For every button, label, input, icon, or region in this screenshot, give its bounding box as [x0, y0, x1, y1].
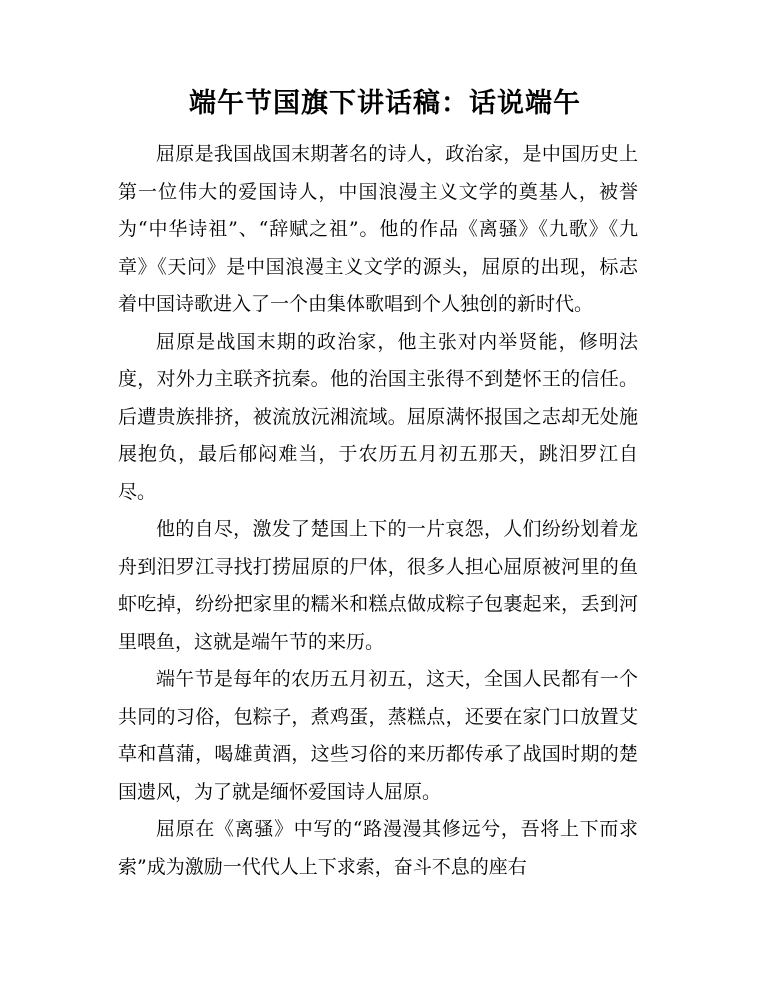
paragraph: 端午节是每年的农历五月初五，这天，全国人民都有一个共同的习俗，包粽子，煮鸡蛋，蒸糕点，还要在家门口放置艾草和菖蒲，喝雄黄酒，这些习俗的来历都传承了战国时期的楚国遗风，为了就是缅怀爱国诗人屈原。 — [118, 668, 638, 803]
paragraph: 屈原是战国末期的政治家，他主张对内举贤能，修明法度，对外力主联齐抗秦。他的治国主张得不到楚怀王的信任。后遭贵族排挤，被流放沅湘流域。屈原满怀报国之志却无处施展抱负，最后郁闷难当，于农历五月初五那天，跳汨罗江自尽。 — [118, 330, 638, 503]
document-body — [118, 136, 638, 886]
document-title: 端午节国旗下讲话稿：话说端午 — [189, 88, 581, 119]
paragraph: 他的自尽，激发了楚国上下的一片哀怨，人们纷纷划着龙舟到汨罗江寻找打捞屈原的尸体，很多人担心屈原被河里的鱼虾吃掉，纷纷把家里的糯米和糕点做成粽子包裹起来，丢到河里喂鱼，这就是端午节的来历。 — [118, 518, 638, 653]
paragraph: 屈原在《离骚》中写的“路漫漫其修远兮，吾将上下而求索”成为激励一代代人上下求索，奋斗不息的座右 — [118, 818, 638, 878]
paragraph: 屈原是我国战国末期著名的诗人，政治家，是中国历史上第一位伟大的爱国诗人，中国浪漫主义文学的奠基人，被誉为“中华诗祖”、“辞赋之祖”。他的作品《离骚》《九歌》《九章》《天问》是中国浪漫主义文学的源头，屈原的出现，标志着中国诗歌进入了一个由集体歌唱到个人独创的新时代。 — [118, 143, 638, 315]
